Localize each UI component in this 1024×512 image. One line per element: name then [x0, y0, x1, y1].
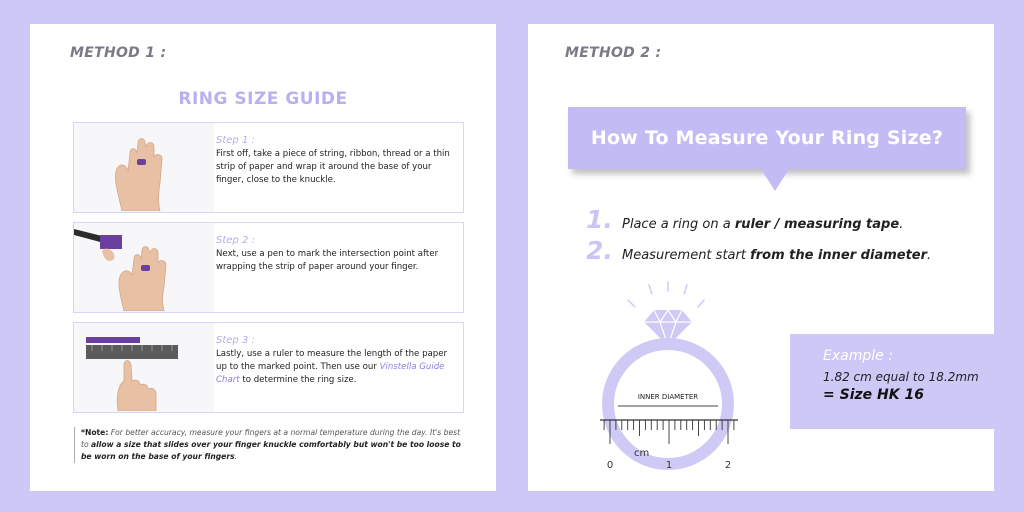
ruler-unit-label: cm [634, 448, 650, 459]
example-conversion: 1.82 cm equal to 18.2mm [823, 370, 979, 384]
note-text-2: . [234, 452, 238, 461]
inner-diameter-label: INNER DIAMETER [637, 393, 699, 401]
measure-title: How To Measure Your Ring Size? [590, 127, 944, 149]
step-2-title: Step 2 : [216, 235, 255, 246]
step-3-body-end: to determine the ring size. [239, 375, 357, 386]
step-3-title: Step 3 : [216, 335, 255, 346]
measure-step-2 [586, 236, 931, 265]
ruler-tick-2: 2 [724, 460, 732, 471]
measure-step-1-number: 1. [586, 205, 613, 234]
ring-size-guide-title: RING SIZE GUIDE [178, 89, 348, 109]
measure-step-2-tail: . [927, 248, 932, 263]
measure-step-2-bold: from the inner diameter [750, 248, 928, 263]
pen-marking-photo [74, 223, 214, 312]
measure-step-1-text: Place a ring on a [622, 217, 735, 232]
speech-bubble [568, 107, 966, 169]
step-2-body: Next, use a pen to mark the intersection point after wrapping the strip of paper around your finger. [216, 249, 439, 273]
example-size-result [823, 387, 994, 403]
note-text-1: For better accuracy, measure your fingers at a normal temperature during the day. It's best to [81, 428, 461, 449]
step-1-card [73, 122, 464, 213]
method-2-panel [528, 24, 994, 491]
method-2-label: METHOD 2 : [565, 45, 662, 61]
measure-step-1 [586, 205, 903, 234]
note-prefix: *Note: [81, 428, 109, 437]
measure-step-1-bold: ruler / measuring tape [734, 217, 900, 232]
example-box [790, 334, 994, 429]
ring-on-ruler-diagram [588, 280, 758, 476]
step-3-body [216, 348, 456, 388]
measure-step-2-number: 2. [586, 236, 613, 265]
example-equals: = [823, 387, 840, 403]
ruler-measuring-photo [74, 323, 214, 412]
example-title: Example : [823, 348, 893, 364]
method-1-panel [30, 24, 496, 491]
measure-step-2-text: Measurement start [622, 248, 751, 263]
sparkle-lines [628, 282, 704, 307]
accuracy-note [74, 427, 466, 463]
example-size: Size HK 16 [839, 387, 924, 403]
step-1-title: Step 1 : [216, 135, 255, 146]
ruler-tick-0: 0 [606, 460, 614, 471]
step-3-body-start: Lastly, use a ruler to measure the length of the paper up to the marked point. Then use our [216, 349, 448, 373]
guide-chart-link[interactable]: Vinstella Guide Chart [216, 362, 445, 386]
step-3-card [73, 322, 464, 413]
measure-step-1-tail: . [899, 217, 904, 232]
speech-bubble-tail [761, 169, 789, 191]
method-1-label: METHOD 1 : [70, 45, 167, 61]
step-1-body: First off, take a piece of string, ribbon, thread or a thin strip of paper and wrap it around the base of your finger, close to the knuckle. [216, 149, 450, 186]
hand-with-ring-photo [74, 123, 214, 212]
ring-band [608, 344, 728, 464]
step-2-card [73, 222, 464, 313]
note-strong: allow a size that slides over your finger knuckle comfortably but won't be too loose to be worn on the base of your fingers [81, 440, 461, 461]
ruler-tick-1: 1 [665, 460, 673, 471]
